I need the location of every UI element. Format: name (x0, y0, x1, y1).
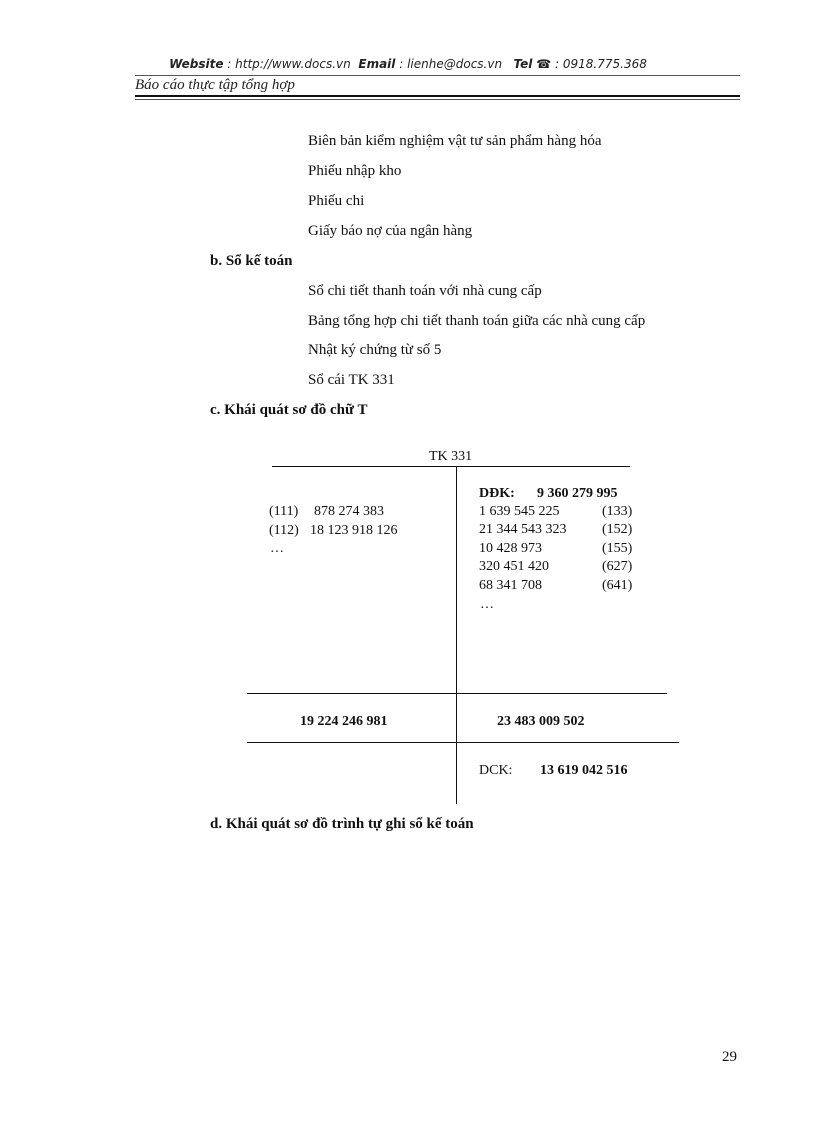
page-header-contact (0, 57, 816, 71)
t-account-top-rule (272, 466, 630, 467)
credit-ref: (155) (602, 541, 633, 556)
page-number: 29 (722, 1049, 737, 1065)
totals-bottom-rule (247, 742, 679, 743)
list-item: Phiếu chi (308, 193, 365, 209)
header-rule-1 (135, 95, 740, 97)
email-label: Email (358, 57, 396, 71)
t-account-divider (456, 466, 457, 804)
section-heading-c: c. Khái quát sơ đồ chữ T (210, 402, 368, 418)
list-item: Sổ chi tiết thanh toán với nhà cung cấp (308, 283, 542, 299)
closing-balance-label: DCK: (479, 763, 513, 778)
credit-total: 23 483 009 502 (497, 714, 585, 729)
t-account-title: TK 331 (429, 449, 473, 464)
credit-amount: 21 344 543 323 (479, 522, 567, 537)
closing-balance-value: 13 619 042 516 (540, 763, 628, 778)
header-divider (135, 75, 740, 76)
opening-balance-label: DĐK: (479, 486, 515, 501)
credit-amount: 320 451 420 (479, 559, 549, 574)
debit-ellipsis: … (270, 541, 284, 556)
website-label: Website (169, 57, 224, 71)
document-title: Báo cáo thực tập tổng hợp (135, 77, 295, 93)
debit-ref: (112) (269, 523, 299, 538)
debit-ref: (111) (269, 504, 299, 519)
list-item: Biên bản kiểm nghiệm vật tư sản phẩm hàng hóa (308, 133, 602, 149)
credit-ref: (133) (602, 504, 633, 519)
credit-ref: (152) (602, 522, 633, 537)
section-heading-d: d. Khái quát sơ đồ trình tự ghi sổ kế toán (210, 816, 474, 832)
debit-amount: 878 274 383 (314, 504, 384, 519)
list-item: Bảng tổng hợp chi tiết thanh toán giữa các nhà cung cấp (308, 313, 646, 329)
list-item: Giấy báo nợ của ngân hàng (308, 223, 473, 239)
totals-top-rule (247, 693, 667, 694)
credit-amount: 10 428 973 (479, 541, 542, 556)
website-value: : http://www.docs.vn (227, 57, 351, 71)
credit-ref: (641) (602, 578, 633, 593)
list-item: Phiếu nhập kho (308, 163, 402, 179)
opening-balance-value: 9 360 279 995 (537, 486, 618, 501)
phone-icon: ☎ (536, 57, 552, 71)
email-value: : lienhe@docs.vn (399, 57, 503, 71)
credit-amount: 1 639 545 225 (479, 504, 560, 519)
tel-value: : 0918.775.368 (555, 57, 647, 71)
header-rule-2 (135, 99, 740, 100)
credit-ref: (627) (602, 559, 633, 574)
tel-label: Tel (513, 57, 533, 71)
section-heading-b: b. Sổ kế toán (210, 253, 293, 269)
debit-total: 19 224 246 981 (300, 714, 388, 729)
credit-ellipsis: … (480, 597, 494, 612)
list-item: Sổ cái TK 331 (308, 372, 395, 388)
credit-amount: 68 341 708 (479, 578, 542, 593)
list-item: Nhật ký chứng từ số 5 (308, 342, 442, 358)
debit-amount: 18 123 918 126 (310, 523, 398, 538)
